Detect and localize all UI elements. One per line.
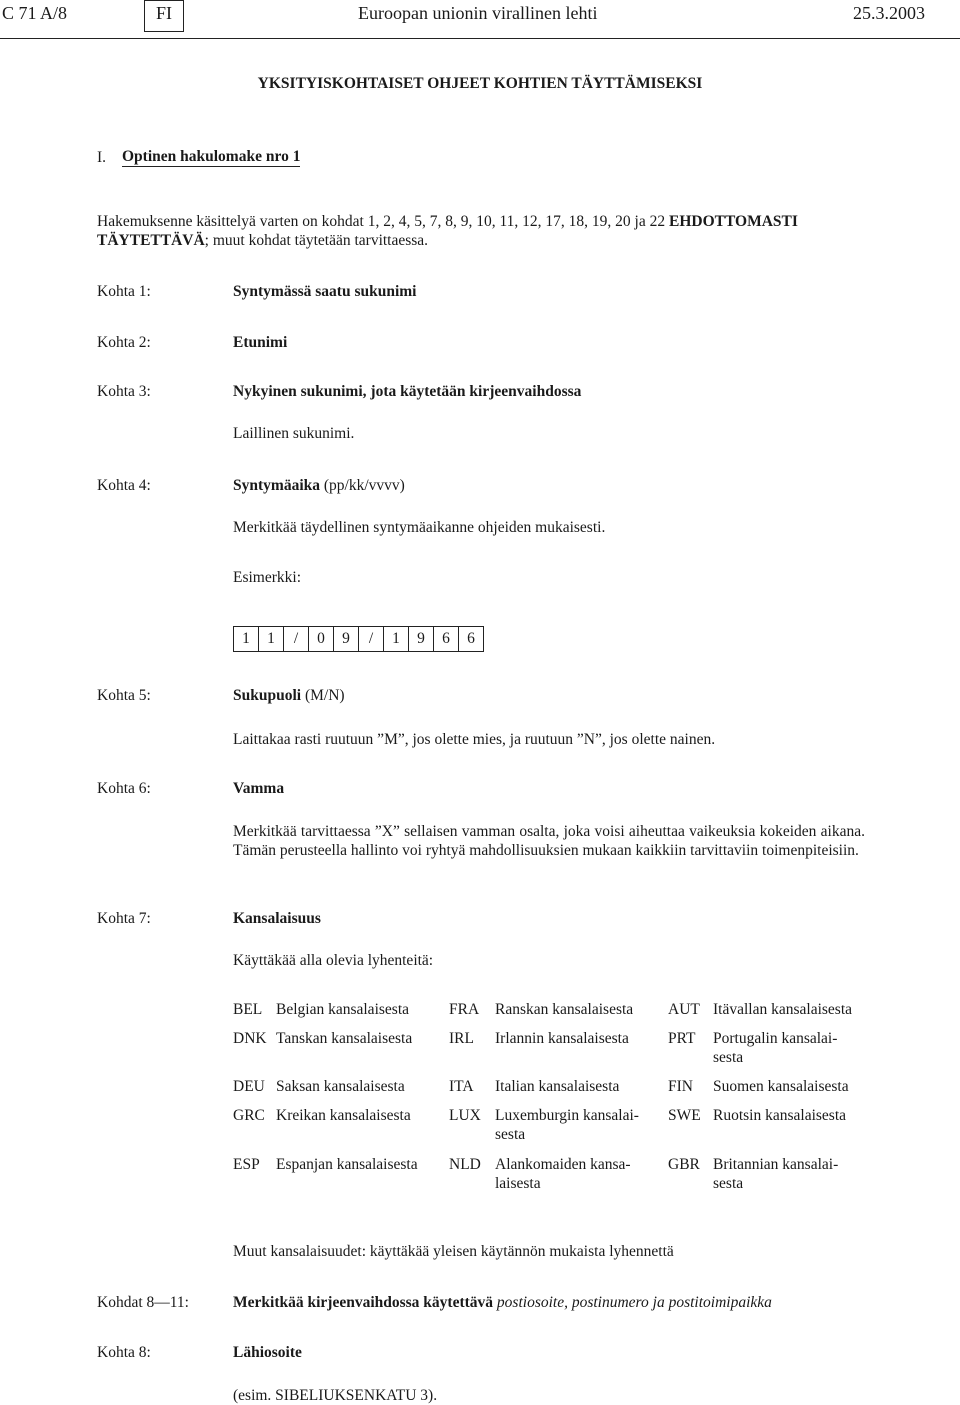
date-separator: / bbox=[358, 626, 384, 652]
item-4-suffix: (pp/kk/vvvv) bbox=[320, 477, 405, 494]
item-4-example-label: Esimerkki: bbox=[233, 569, 302, 586]
items-8-11-label: Kohdat 8—11: bbox=[97, 1294, 189, 1311]
item-6-note: Merkitkää tarvittaessa ”X” sellaisen vamman osalta, joka voisi aiheuttaa vaikeuksia kokeiden aikana. Tämän perusteella hallinto voi ryhtyä mahdollisuuksien mukaan kaikkiin tarvittaviin toimenpiteisiin. bbox=[233, 823, 865, 859]
nationality-code: PRT bbox=[668, 1030, 696, 1047]
date-digit: 9 bbox=[333, 626, 359, 652]
nationality-name: Portugalin kansalai-sesta bbox=[713, 1030, 838, 1066]
nationality-name: Tanskan kansalaisesta bbox=[276, 1030, 413, 1047]
item-2-label: Kohta 2: bbox=[97, 334, 151, 351]
nationality-code: AUT bbox=[668, 1001, 700, 1018]
nationality-code: NLD bbox=[449, 1156, 481, 1173]
nationality-code: DEU bbox=[233, 1078, 265, 1095]
intro-text-before: Hakemuksenne käsittelyä varten on kohdat 1, 2, 4, 5, 7, 8, 9, 10, 11, 12, 17, 18, 19, 20 ja 22 bbox=[97, 213, 669, 230]
nationality-code: ITA bbox=[449, 1078, 474, 1095]
intro-paragraph bbox=[97, 212, 869, 250]
nationality-name: Luxemburgin kansalai-sesta bbox=[495, 1107, 639, 1143]
nationality-name: Itävallan kansalaisesta bbox=[713, 1001, 853, 1018]
section-number: I. bbox=[97, 149, 107, 166]
nationality-name: Espanjan kansalaisesta bbox=[276, 1156, 418, 1173]
language-code: FI bbox=[156, 3, 173, 23]
item-1-title: Syntymässä saatu sukunimi bbox=[233, 283, 417, 300]
nationality-name: Ranskan kansalaisesta bbox=[495, 1001, 634, 1018]
item-2-title: Etunimi bbox=[233, 334, 288, 351]
nationality-name: Suomen kansalaisesta bbox=[713, 1078, 849, 1095]
item-5-heading bbox=[233, 686, 345, 705]
date-digit: 1 bbox=[383, 626, 409, 652]
date-separator: / bbox=[283, 626, 309, 652]
nationality-name: Ruotsin kansalaisesta bbox=[713, 1107, 847, 1124]
nationality-name: Britannian kansalai-sesta bbox=[713, 1156, 839, 1192]
item-8-title: Lähiosoite bbox=[233, 1344, 302, 1361]
nationality-name: Kreikan kansalaisesta bbox=[276, 1107, 411, 1124]
item-7-title: Kansalaisuus bbox=[233, 910, 321, 927]
item-3-label: Kohta 3: bbox=[97, 383, 151, 400]
date-digit: 1 bbox=[258, 626, 284, 652]
date-digit: 9 bbox=[408, 626, 434, 652]
nationality-code: ESP bbox=[233, 1156, 260, 1173]
item-3-note: Laillinen sukunimi. bbox=[233, 425, 355, 442]
nationality-code: DNK bbox=[233, 1030, 267, 1047]
item-3-title: Nykyinen sukunimi, jota käytetään kirjeenvaihdossa bbox=[233, 383, 582, 400]
item-4-note: Merkitkää täydellinen syntymäaikanne ohjeiden mukaisesti. bbox=[233, 519, 606, 536]
nationality-code: GRC bbox=[233, 1107, 265, 1124]
item-4-title: Syntymäaika bbox=[233, 477, 320, 494]
nationality-name: Italian kansalaisesta bbox=[495, 1078, 620, 1095]
item-6-label: Kohta 6: bbox=[97, 780, 151, 797]
date-digit: 6 bbox=[433, 626, 459, 652]
nationality-code: FIN bbox=[668, 1078, 693, 1095]
items-8-11-italic: postiosoite, postinumero ja postitoimipaikka bbox=[493, 1294, 772, 1311]
item-1-label: Kohta 1: bbox=[97, 283, 151, 300]
nationality-name: Saksan kansalaisesta bbox=[276, 1078, 405, 1095]
item-5-suffix: (M/N) bbox=[301, 687, 345, 704]
nationality-code: SWE bbox=[668, 1107, 701, 1124]
section-title: Optinen hakulomake nro 1 bbox=[122, 148, 301, 165]
date-digit: 0 bbox=[308, 626, 334, 652]
nationality-name: Alankomaiden kansa-laisesta bbox=[495, 1156, 631, 1192]
item-7-label: Kohta 7: bbox=[97, 910, 151, 927]
item-8-note: (esim. SIBELIUKSENKATU 3). bbox=[233, 1387, 438, 1404]
date-digit: 6 bbox=[458, 626, 484, 652]
intro-text-after: ; muut kohdat täytetään tarvittaessa. bbox=[204, 232, 429, 249]
publication-date: 25.3.2003 bbox=[853, 3, 925, 23]
item-6-title: Vamma bbox=[233, 780, 285, 797]
items-8-11-heading bbox=[233, 1293, 772, 1312]
nationality-code: LUX bbox=[449, 1107, 481, 1124]
header-rule bbox=[0, 38, 960, 39]
item-4-label: Kohta 4: bbox=[97, 477, 151, 494]
nationality-name: Irlannin kansalaisesta bbox=[495, 1030, 629, 1047]
page-title: YKSITYISKOHTAISET OHJEET KOHTIEN TÄYTTÄMISEKSI bbox=[257, 75, 703, 92]
item-7-other: Muut kansalaisuudet: käyttäkää yleisen käytännön mukaista lyhennettä bbox=[233, 1243, 674, 1260]
nationality-code: FRA bbox=[449, 1001, 480, 1018]
items-8-11-title: Merkitkää kirjeenvaihdossa käytettävä bbox=[233, 1294, 494, 1311]
date-digit: 1 bbox=[233, 626, 259, 652]
journal-reference: C 71 A/8 bbox=[2, 3, 68, 23]
item-5-label: Kohta 5: bbox=[97, 687, 151, 704]
nationality-code: BEL bbox=[233, 1001, 263, 1018]
item-5-note: Laittakaa rasti ruutuun ”M”, jos olette mies, ja ruutuun ”N”, jos olette nainen. bbox=[233, 731, 716, 748]
date-example-boxes bbox=[233, 626, 484, 652]
nationality-code: GBR bbox=[668, 1156, 700, 1173]
item-4-heading bbox=[233, 476, 405, 495]
nationality-name: Belgian kansalaisesta bbox=[276, 1001, 409, 1018]
item-8-label: Kohta 8: bbox=[97, 1344, 151, 1361]
nationality-code: IRL bbox=[449, 1030, 474, 1047]
publication-name: Euroopan unionin virallinen lehti bbox=[358, 3, 598, 23]
intro-bold: EHDOTTOMASTI TÄYTETTÄVÄ bbox=[97, 213, 798, 249]
item-7-note: Käyttäkää alla olevia lyhenteitä: bbox=[233, 952, 434, 969]
item-5-title: Sukupuoli bbox=[233, 687, 302, 704]
